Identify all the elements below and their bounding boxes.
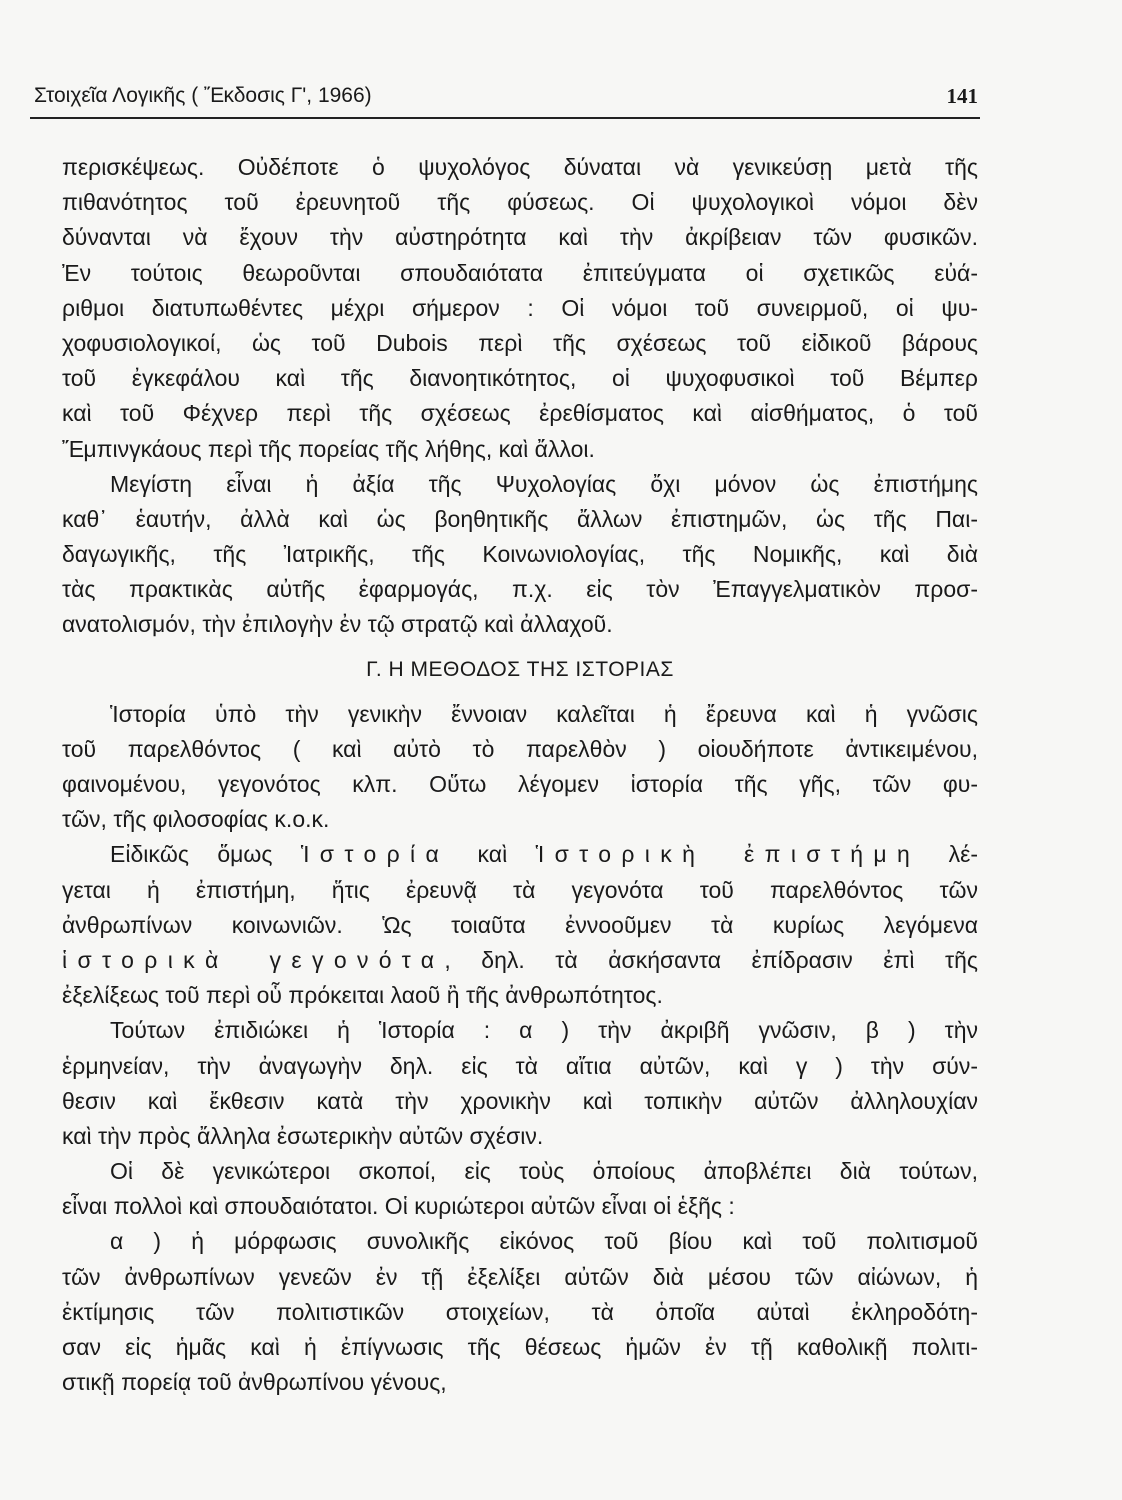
text-segment: λέ- bbox=[920, 841, 978, 868]
text-line: φαινομένου, γεγονότος κλπ. Οὕτω λέγομεν ἱστορία τῆς γῆς, τῶν φυ- bbox=[62, 771, 978, 797]
paragraph bbox=[62, 467, 978, 643]
text-line: εἶναι πολλοὶ καὶ σπουδαιότατοι. Οἱ κυριώτεροι αὐτῶν εἶναι οἱ ἑξῆς : bbox=[62, 1193, 735, 1220]
text-line: τῶν ἀνθρωπίνων γενεῶν ἐν τῇ ἐξελίξει αὐτῶν διὰ μέσου τῶν αἰώνων, ἡ bbox=[62, 1263, 978, 1290]
running-header bbox=[34, 84, 978, 114]
text-line: τῶν, τῆς φιλοσοφίας κ.ο.κ. bbox=[62, 806, 330, 833]
emphasized-term: Ἱστορικὴ ἐπιστήμη bbox=[535, 841, 921, 868]
text-line: Ἐν τούτοις θεωροῦνται σπουδαιότατα ἐπιτεύγματα οἱ σχετικῶς εὐά- bbox=[62, 259, 978, 286]
section-heading: Γ. Η ΜΕΘΟΔΟΣ ΤΗΣ ΙΣΤΟΡΙΑΣ bbox=[366, 657, 674, 681]
text-line: δαγωγικῆς, τῆς Ἰατρικῆς, τῆς Κοινωνιολογίας, τῆς Νομικῆς, καὶ διὰ bbox=[62, 541, 978, 568]
text-line: Τούτων ἐπιδιώκει ἡ Ἱστορία : α ) τὴν ἀκριβῆ γνῶσιν, β ) τὴν bbox=[110, 1017, 978, 1044]
text-segment: καὶ bbox=[449, 841, 536, 868]
text-segment: , δηλ. τὰ ἀσκήσαντα ἐπίδρασιν ἐπὶ τῆς bbox=[444, 946, 978, 973]
header-rule bbox=[30, 117, 980, 119]
text-line: στικῇ πορείᾳ τοῦ ἀνθρωπίνου γένους, bbox=[62, 1369, 447, 1396]
text-line: ριθμοι διατυπωθέντες μέχρι σήμερον : Οἱ νόμοι τοῦ συνειρμοῦ, οἱ ψυ- bbox=[62, 294, 978, 321]
text-line: ἐξελίξεως τοῦ περὶ οὗ πρόκειται λαοῦ ἢ τῆς ἀνθρωπότητος. bbox=[62, 982, 663, 1009]
text-line: Μεγίστη εἶναι ἡ ἀξία τῆς Ψυχολογίας ὄχι μόνον ὡς ἐπιστήμης bbox=[110, 470, 978, 497]
text-segment: Εἰδικῶς ὅμως bbox=[110, 841, 301, 868]
text-line: καθ᾽ ἑαυτήν, ἀλλὰ καὶ ὡς βοηθητικῆς ἄλλων ἐπιστημῶν, ὡς τῆς Παι- bbox=[62, 505, 978, 532]
text-line: ανατολισμόν, τὴν ἐπιλογὴν ἐν τῷ στρατῷ καὶ ἀλλαχοῦ. bbox=[62, 611, 613, 638]
text-line: θεσιν καὶ ἔκθεσιν κατὰ τὴν χρονικὴν καὶ τοπικὴν αὐτῶν ἀλληλουχίαν bbox=[62, 1087, 978, 1114]
book-title: Στοιχεῖα Λογικῆς ( Ἔκδοσις Γ', 1966) bbox=[34, 84, 372, 107]
emphasized-term: Ἱστορία bbox=[300, 841, 450, 868]
text-line: περισκέψεως. Οὐδέποτε ὁ ψυχολόγος δύναται νὰ γενικεύσῃ μετὰ τῆς bbox=[62, 154, 978, 180]
text-line: ἀνθρωπίνων κοινωνιῶν. Ὡς τοιαῦτα ἐννοοῦμεν τὰ κυρίως λεγόμενα bbox=[62, 911, 978, 938]
paragraph bbox=[62, 697, 978, 838]
text-line: τὰς πρακτικὰς αὐτῆς ἐφαρμογάς, π.χ. εἰς τὸν Ἐπαγγελματικὸν προσ- bbox=[62, 576, 978, 603]
text-line: δύνανται νὰ ἔχουν τὴν αὐστηρότητα καὶ τὴν ἀκρίβειαν τῶν φυσικῶν. bbox=[62, 224, 978, 251]
text-line: ἐκτίμησις τῶν πολιτιστικῶν στοιχείων, τὰ ὁποῖα αὐταὶ ἐκληροδότη- bbox=[62, 1298, 978, 1325]
text-line: πιθανότητος τοῦ ἐρευνητοῦ τῆς φύσεως. Οἱ ψυχολογικοὶ νόμοι δὲν bbox=[62, 189, 978, 216]
paragraph bbox=[62, 150, 978, 467]
page-body bbox=[62, 150, 978, 1400]
text-line: Ἔμπινγκάους περὶ τῆς πορείας τῆς λήθης, καὶ ἄλλοι. bbox=[62, 435, 595, 462]
page-number: 141 bbox=[946, 84, 978, 108]
paragraph bbox=[62, 1154, 978, 1224]
paragraph bbox=[62, 1224, 978, 1400]
text-line: καὶ τὴν πρὸς ἄλληλα ἐσωτερικὴν αὐτῶν σχέσιν. bbox=[62, 1122, 544, 1149]
text-line: Ἱστορία ὑπὸ τὴν γενικὴν ἔννοιαν καλεῖται ἡ ἔρευνα καὶ ἡ γνῶσις bbox=[110, 700, 978, 727]
text-line: ἑρμηνείαν, τὴν ἀναγωγὴν δηλ. εἰς τὰ αἴτια αὐτῶν, καὶ γ ) τὴν σύν- bbox=[62, 1052, 978, 1079]
text-line: χοφυσιολογικοί, ὡς τοῦ Dubois περὶ τῆς σχέσεως τοῦ εἰδικοῦ βάρους bbox=[62, 329, 978, 356]
text-line: σαν εἰς ἡμᾶς καὶ ἡ ἐπίγνωσις τῆς θέσεως ἡμῶν ἐν τῇ καθολικῇ πολιτι- bbox=[62, 1334, 978, 1360]
paragraph bbox=[62, 1013, 978, 1154]
text-line: α ) ἡ μόρφωσις συνολικῆς εἰκόνος τοῦ βίου καὶ τοῦ πολιτισμοῦ bbox=[110, 1228, 978, 1255]
text-line: γεται ἡ ἐπιστήμη, ἥτις ἐρευνᾷ τὰ γεγονότα τοῦ παρελθόντος τῶν bbox=[62, 876, 978, 903]
emphasized-term: ἱστορικὰ γεγονότα bbox=[62, 946, 445, 973]
text-line: καὶ τοῦ Φέχνερ περὶ τῆς σχέσεως ἐρεθίσματος καὶ αἰσθήματος, ὁ τοῦ bbox=[62, 400, 978, 427]
text-line: Οἱ δὲ γενικώτεροι σκοποί, εἰς τοὺς ὁποίους ἀποβλέπει διὰ τούτων, bbox=[110, 1158, 978, 1185]
text-line: τοῦ ἐγκεφάλου καὶ τῆς διανοητικότητος, οἱ ψυχοφυσικοὶ τοῦ Βέμπερ bbox=[62, 365, 978, 392]
text-line bbox=[62, 837, 978, 872]
text-line bbox=[62, 943, 978, 978]
text-line: τοῦ παρελθόντος ( καὶ αὐτὸ τὸ παρελθὸν ) οἱουδήποτε ἀντικειμένου, bbox=[62, 735, 978, 762]
paragraph bbox=[62, 837, 978, 1013]
